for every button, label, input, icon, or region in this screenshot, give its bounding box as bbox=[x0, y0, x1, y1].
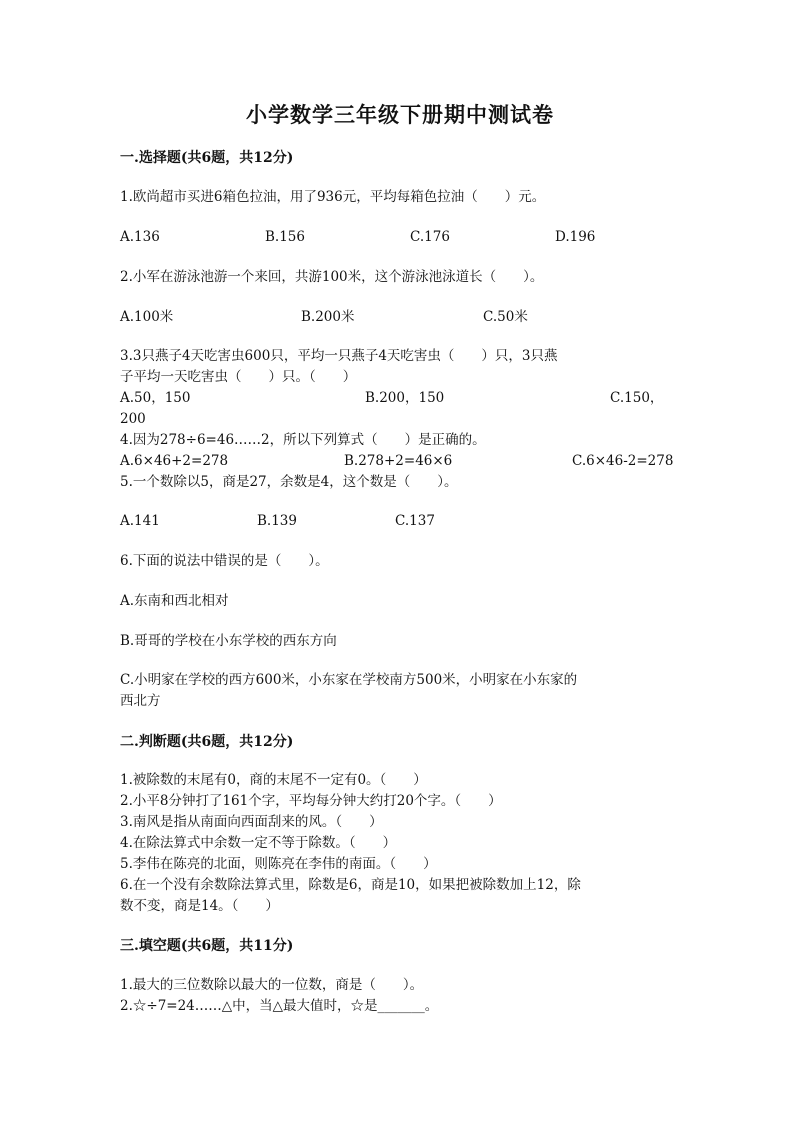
question-stem: 3.3只燕子4天吃害虫600只，平均一只燕子4天吃害虫（ ）只，3只燕 bbox=[120, 348, 558, 364]
option: C.150， bbox=[610, 390, 664, 406]
option: A.50，150 bbox=[120, 390, 191, 406]
question-stem: 1.欧尚超市买进6箱色拉油，用了936元，平均每箱色拉油（ ）元。 bbox=[120, 189, 546, 205]
option: C.6×46-2=278 bbox=[572, 453, 674, 469]
list-item: 2.☆÷7=24……△中，当△最大值时，☆是_______。 bbox=[120, 998, 439, 1014]
list-item: 4.在除法算式中余数一定不等于除数。（ ） bbox=[120, 835, 397, 851]
option: 200 bbox=[120, 411, 146, 427]
list-item: 6.在一个没有余数除法算式里，除数是6，商是10，如果把被除数加上12，除 bbox=[120, 877, 581, 893]
section-heading-fill: 三.填空题(共6题，共11分) bbox=[120, 938, 294, 954]
option: B.156 bbox=[265, 229, 305, 245]
option: A.东南和西北相对 bbox=[120, 593, 229, 609]
question-stem: 2.小军在游泳池游一个来回，共游100米，这个游泳池泳道长（ ）。 bbox=[120, 269, 544, 285]
option: 西北方 bbox=[120, 693, 161, 709]
option: C.小明家在学校的西方600米，小东家在学校南方500米，小明家在小东家的 bbox=[120, 672, 578, 688]
section-heading-choice: 一.选择题(共6题，共12分) bbox=[120, 150, 294, 166]
option: B.278+2=46×6 bbox=[344, 453, 453, 469]
option: B.139 bbox=[257, 513, 297, 529]
option: A.100米 bbox=[120, 309, 174, 325]
question-stem: 6.下面的说法中错误的是（ ）。 bbox=[120, 553, 329, 569]
option: C.50米 bbox=[483, 309, 528, 325]
option: B.200米 bbox=[301, 309, 355, 325]
list-item: 1.最大的三位数除以最大的一位数，商是（ ）。 bbox=[120, 977, 424, 993]
list-item: 5.李伟在陈亮的北面，则陈亮在李伟的南面。（ ） bbox=[120, 856, 437, 872]
option: B.200，150 bbox=[365, 390, 445, 406]
exam-title: 小学数学三年级下册期中测试卷 bbox=[246, 102, 554, 127]
question-stem: 4.因为278÷6=46……2，所以下列算式（ ）是正确的。 bbox=[120, 432, 486, 448]
list-item: 1.被除数的末尾有0，商的末尾不一定有0。（ ） bbox=[120, 772, 427, 788]
question-stem: 5.一个数除以5，商是27，余数是4，这个数是（ ）。 bbox=[120, 474, 458, 490]
option: A.141 bbox=[120, 513, 160, 529]
list-item: 2.小平8分钟打了161个字，平均每分钟大约打20个字。（ ） bbox=[120, 793, 502, 809]
option: A.136 bbox=[120, 229, 160, 245]
option: C.176 bbox=[410, 229, 450, 245]
option: B.哥哥的学校在小东学校的西东方向 bbox=[120, 633, 337, 649]
option: D.196 bbox=[555, 229, 596, 245]
list-item: 数不变，商是14。（ ） bbox=[120, 898, 279, 914]
option: A.6×46+2=278 bbox=[120, 453, 229, 469]
question-stem: 子平均一天吃害虫（ ）只。（ ） bbox=[120, 369, 357, 385]
option: C.137 bbox=[395, 513, 435, 529]
section-heading-judgement: 二.判断题(共6题，共12分) bbox=[120, 734, 294, 750]
list-item: 3.南风是指从南面向西面刮来的风。（ ） bbox=[120, 814, 383, 830]
